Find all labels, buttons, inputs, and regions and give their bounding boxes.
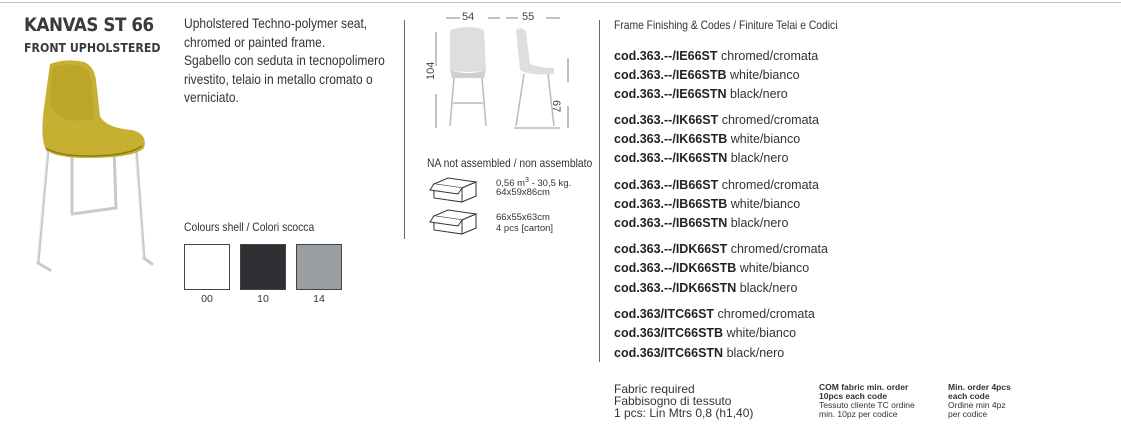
swatch-10 <box>240 244 286 290</box>
description-line: Sgabello con seduta in tecnopolimero <box>184 52 385 68</box>
code-row: cod.363.--/IE66STB white/bianco <box>614 68 800 82</box>
code-row: cod.363.--/IK66STN black/nero <box>614 151 789 165</box>
fabric-line: 1 pcs: Lin Mtrs 0,8 (h1,40) <box>614 406 754 420</box>
fabric-line: Fabric required <box>614 382 695 396</box>
com-fabric-note: COM fabric min. order 10pcs each code Tessuto cliente TC ordine min. 10pz per codice <box>819 382 915 419</box>
swatch-code: 10 <box>257 293 269 305</box>
code-row: cod.363/ITC66STB white/bianco <box>614 326 797 340</box>
code-row: cod.363.--/IB66ST chromed/cromata <box>614 178 819 192</box>
column-divider <box>404 20 405 239</box>
dim-width-front: 54 <box>462 11 475 23</box>
description-line: verniciato. <box>184 89 239 105</box>
code-row: cod.363.--/IDK66ST chromed/cromata <box>614 242 828 256</box>
code-row: cod.363.--/IK66ST chromed/cromata <box>614 113 819 127</box>
product-title: KANVAS ST 66 <box>24 14 154 36</box>
min-order-note: Min. order 4pcs each code Ordine min 4pz per codice <box>948 382 1011 419</box>
fabric-required <box>614 383 753 419</box>
column-divider <box>599 20 600 362</box>
code-row: cod.363.--/IE66STN black/nero <box>614 87 788 101</box>
swatch-00 <box>184 244 230 290</box>
code-row: cod.363/ITC66STN black/nero <box>614 346 785 360</box>
code-row: cod.363.--/IDK66STB white/bianco <box>614 261 810 275</box>
box-icon <box>428 174 484 238</box>
code-row: cod.363.--/IE66ST chromed/cromata <box>614 49 819 63</box>
colours-label: Colours shell / Colori scocca <box>184 220 315 234</box>
packaging-label: NA not assembled / non assemblato <box>427 156 593 170</box>
dimension-drawing <box>420 8 590 148</box>
product-description <box>184 14 385 107</box>
box1-volume: 0,56 $m^3 - 30,5$ kg. <box>496 177 572 190</box>
swatch-14 <box>296 244 342 290</box>
fabric-line: Fabbisogno di tessuto <box>614 394 732 408</box>
description-line: rivestito, telaio in metallo cromato o <box>184 70 373 87</box>
description-line: chromed or painted frame. <box>184 33 326 50</box>
box2-size: 66x55x63cm <box>496 212 550 223</box>
code-row: cod.363.--/IB66STB white/bianco <box>614 197 801 211</box>
code-row: cod.363.--/IDK66STN black/nero <box>614 281 798 295</box>
stool-photo <box>28 58 168 274</box>
dim-seat-height: 67 <box>550 100 562 113</box>
code-row: cod.363.--/IB66STN black/nero <box>614 216 789 230</box>
product-subtitle: FRONT UPHOLSTERED <box>24 40 161 55</box>
dim-width-side: 55 <box>522 11 535 23</box>
swatch-code: 00 <box>201 293 213 305</box>
code-row: cod.363.--/IK66STB white/bianco <box>614 132 801 146</box>
code-row: cod.363/ITC66ST chromed/cromata <box>614 307 815 321</box>
top-rule <box>0 2 1121 3</box>
dim-height: 104 <box>425 61 437 80</box>
frame-heading: Frame Finishing & Codes / Finiture Telai e Codici <box>614 18 838 32</box>
swatch-code: 14 <box>313 293 325 305</box>
box2-pieces: 4 pcs [carton] <box>496 223 554 234</box>
box1-size: 64x59x86cm <box>496 187 550 198</box>
description-line: Upholstered Techno-polymer seat, <box>184 15 368 31</box>
